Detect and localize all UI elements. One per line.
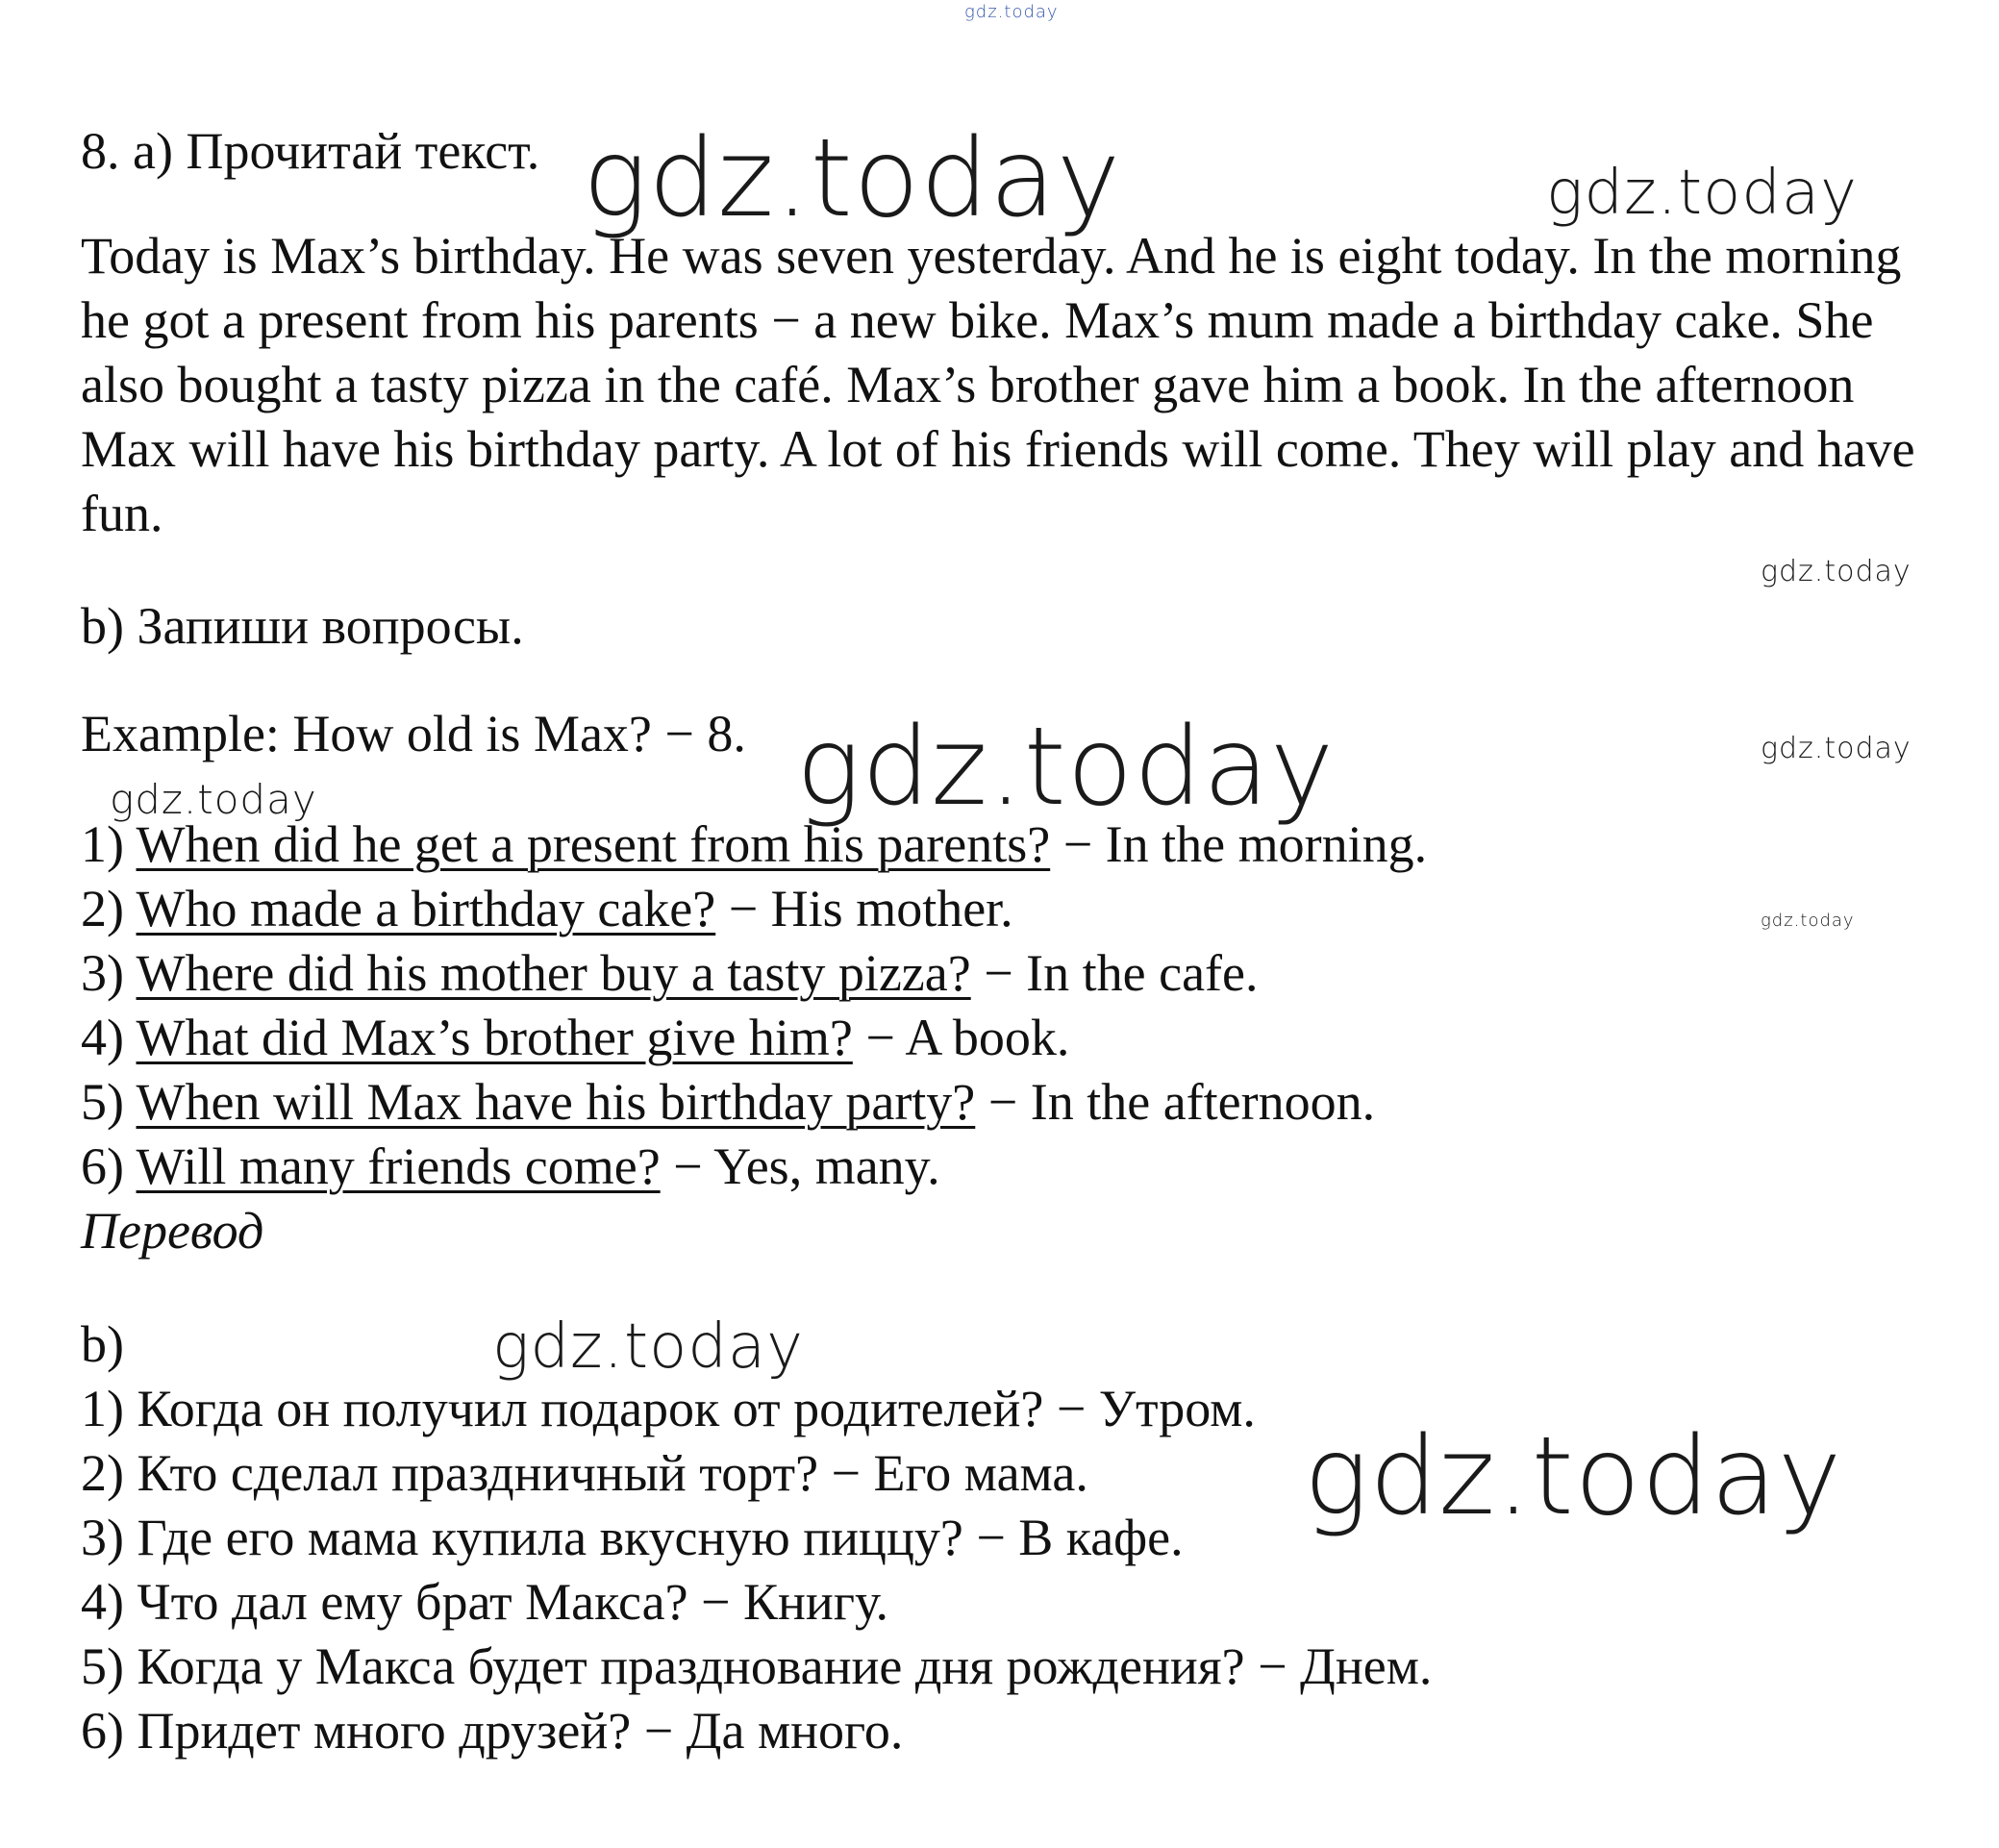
question-number: 3) xyxy=(81,944,124,1002)
translation-line-3: 3) Где его мама купила вкусную пиццу? − В кафе. xyxy=(81,1509,1184,1566)
translation-line-5: 5) Когда у Макса будет празднование дня рождения? − Днем. xyxy=(81,1637,1433,1695)
question-number: 6) xyxy=(81,1137,124,1195)
translation-line-6: 6) Придет много друзей? − Да много. xyxy=(81,1702,904,1760)
question-answer: − In the afternoon. xyxy=(975,1073,1376,1131)
question-number: 2) xyxy=(81,880,124,937)
translation-line-4: 4) Что дал ему брат Макса? − Книгу. xyxy=(81,1573,889,1631)
watermark-top: gdz.today xyxy=(964,2,1059,22)
translation-part-b: b) xyxy=(81,1315,124,1373)
question-answer: − His mother. xyxy=(715,880,1013,937)
watermark-tiny: gdz.today xyxy=(1761,911,1855,931)
question-text: What did Max’s brother give him? xyxy=(136,1009,853,1066)
question-line-6 xyxy=(81,1135,940,1198)
question-text: Where did his mother buy a tasty pizza? xyxy=(136,944,971,1002)
task-title: 8. a) Прочитай текст. xyxy=(81,122,540,180)
question-line-1 xyxy=(81,812,1427,876)
translation-line-2: 2) Кто сделал праздничный торт? − Его мама. xyxy=(81,1444,1088,1502)
question-number: 4) xyxy=(81,1009,124,1066)
watermark-large-1: gdz.today xyxy=(583,116,1122,241)
question-answer: − A book. xyxy=(852,1009,1070,1066)
watermark-small-2: gdz.today xyxy=(1761,732,1912,765)
reading-text: Today is Max’s birthday. He was seven yesterday. And he is eight today. In the morning he got a present from his parents − a new bike. Max’s mum made a birthday cake. She also bought a tasty pizza in the café. Max’s brother gave him a book. In the afternoon Max will have his birthday party. A lot of his friends will come. They will play and have fun. xyxy=(81,227,1915,542)
part-b-title: b) Запиши вопросы. xyxy=(81,597,524,655)
question-answer: − In the morning. xyxy=(1050,815,1428,873)
question-line-4 xyxy=(81,1006,1069,1069)
translation-heading: Перевод xyxy=(81,1202,264,1260)
translation-line-1: 1) Когда он получил подарок от родителей? − Утром. xyxy=(81,1380,1256,1437)
question-answer: − In the cafe. xyxy=(970,944,1259,1002)
question-text: Will many friends come? xyxy=(136,1137,661,1195)
question-line-5 xyxy=(81,1070,1375,1134)
question-text: Who made a birthday cake? xyxy=(136,880,716,937)
example-line: Example: How old is Max? − 8. xyxy=(81,705,746,762)
question-text: When did he get a present from his parents? xyxy=(136,815,1051,873)
question-answer: − Yes, many. xyxy=(660,1137,940,1195)
question-number: 5) xyxy=(81,1073,124,1131)
watermark-small-1: gdz.today xyxy=(1761,555,1912,588)
question-line-3 xyxy=(81,941,1259,1005)
watermark-medium-2: gdz.today xyxy=(492,1311,804,1383)
question-text: When will Max have his birthday party? xyxy=(136,1073,976,1131)
watermark-medium-1: gdz.today xyxy=(1546,158,1858,229)
watermark-small-3: gdz.today xyxy=(110,776,317,823)
watermark-large-2: gdz.today xyxy=(796,705,1336,830)
watermark-large-3: gdz.today xyxy=(1304,1414,1843,1539)
question-line-2 xyxy=(81,877,1013,940)
question-number: 1) xyxy=(81,815,124,873)
